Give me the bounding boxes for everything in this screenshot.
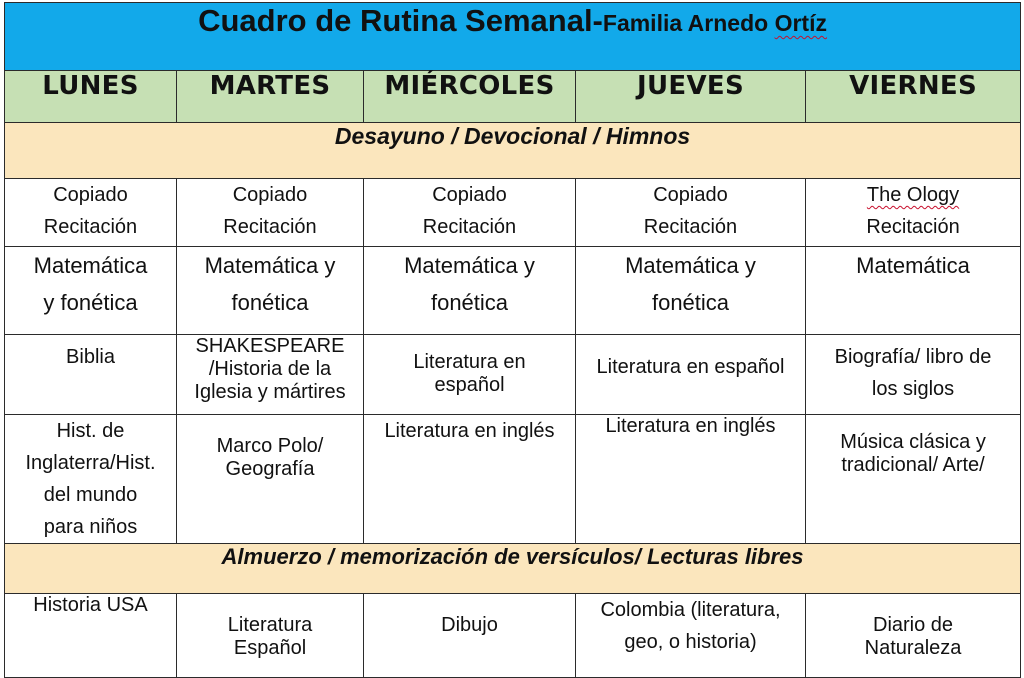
cell-line: los siglos [871, 378, 955, 400]
title-row [5, 3, 1021, 71]
cell-fri-5 [806, 594, 1021, 678]
morning-band-row [5, 123, 1021, 179]
cell-line: tradicional/ Arte/ [841, 454, 985, 476]
day-header-monday: LUNES [5, 71, 177, 123]
cell-line: Copiado [432, 184, 507, 206]
cell-wed-5 [364, 594, 576, 678]
cell-line: Literatura en español [596, 356, 785, 378]
cell-wed-1 [364, 179, 576, 247]
cell-line: Copiado [653, 184, 728, 206]
cell-thu-3 [576, 335, 806, 415]
cell-line [810, 179, 1016, 211]
cell-line: Copiado [232, 184, 308, 206]
cell-line: Matemática [33, 253, 148, 278]
cell-line: Literatura [227, 614, 313, 636]
cell-line: Inglaterra/Hist. [25, 452, 156, 474]
cell-line: Recitación [866, 216, 960, 238]
morning-band: Desayuno / Devocional / Himnos [5, 123, 1021, 179]
day-header-tuesday: MARTES [177, 71, 364, 123]
cell-line: geo, o historia) [624, 631, 757, 653]
row-history-english [5, 415, 1021, 544]
cell-tue-4 [177, 415, 364, 544]
cell-thu-4 [576, 415, 806, 544]
cell-line: Literatura en [413, 351, 526, 373]
cell-mon-4 [5, 415, 177, 544]
cell-wed-2 [364, 247, 576, 335]
row-literature [5, 335, 1021, 415]
cell-wed-4 [364, 415, 576, 544]
page-title [5, 3, 1021, 71]
title-family-prefix: Familia Arnedo [602, 10, 775, 36]
cell-line: Hist. de [56, 420, 125, 442]
cell-line: Biblia [66, 346, 115, 368]
cell-mon-5 [5, 594, 177, 678]
cell-line: Diario de [873, 614, 954, 636]
cell-tue-5 [177, 594, 364, 678]
routine-table [4, 2, 1021, 678]
midday-band-row [5, 544, 1021, 594]
title-family [603, 10, 827, 36]
cell-line: Iglesia y mártires [194, 381, 346, 403]
row-math-phonics [5, 247, 1021, 335]
cell-line: Literatura en inglés [605, 415, 776, 437]
days-header-row [5, 71, 1021, 123]
cell-line: Recitación [223, 216, 317, 238]
title-main: Cuadro de Rutina Semanal- [198, 3, 603, 38]
cell-mon-2 [5, 247, 177, 335]
cell-wed-3 [364, 335, 576, 415]
cell-line: Matemática y [204, 253, 336, 278]
midday-band: Almuerzo / memorización de versículos/ Lecturas libres [5, 544, 1021, 594]
cell-line: para niños [43, 516, 138, 538]
cell-line: Recitación [422, 216, 517, 238]
cell-line: Dibujo [441, 614, 498, 636]
cell-thu-5 [576, 594, 806, 678]
cell-line: Matemática [856, 253, 970, 278]
cell-line: fonética [231, 290, 309, 315]
cell-line: Copiado [53, 184, 128, 206]
cell-line: Marco Polo/ [216, 435, 324, 457]
cell-line: y fonética [43, 290, 138, 315]
cell-line: /Historia de la [208, 358, 332, 380]
cell-mon-3 [5, 335, 177, 415]
cell-line: Biografía/ libro de [834, 346, 992, 368]
day-header-thursday: JUEVES [576, 71, 806, 123]
cell-line: Música clásica y [840, 431, 986, 453]
cell-fri-1 [806, 179, 1021, 247]
cell-tue-2 [177, 247, 364, 335]
cell-line: Colombia (literatura, [600, 599, 781, 621]
cell-line: Matemática y [404, 253, 535, 278]
cell-line: Naturaleza [864, 637, 962, 659]
cell-line: fonética [430, 290, 509, 315]
cell-line: Recitación [643, 216, 738, 238]
cell-line: Historia USA [33, 594, 148, 616]
weekly-routine-document [4, 2, 1020, 678]
cell-line: Literatura en inglés [384, 420, 555, 442]
cell-line: Matemática y [625, 253, 756, 278]
day-header-wednesday: MIÉRCOLES [364, 71, 576, 123]
title-family-surname: Ortíz [774, 10, 827, 36]
cell-fri-4 [806, 415, 1021, 544]
theology-text: The Ology [866, 184, 960, 206]
cell-line: fonética [651, 290, 730, 315]
cell-tue-1 [177, 179, 364, 247]
row-afternoon [5, 594, 1021, 678]
cell-line: español [434, 374, 505, 396]
cell-line: Recitación [43, 216, 138, 238]
cell-line: Geografía [225, 458, 315, 480]
cell-line: del mundo [43, 484, 138, 506]
cell-tue-3 [177, 335, 364, 415]
cell-fri-3 [806, 335, 1021, 415]
cell-line: Español [233, 637, 307, 659]
cell-fri-2 [806, 247, 1021, 335]
cell-mon-1 [5, 179, 177, 247]
cell-thu-2 [576, 247, 806, 335]
cell-line: SHAKESPEARE [195, 335, 345, 357]
cell-thu-1 [576, 179, 806, 247]
day-header-friday: VIERNES [806, 71, 1021, 123]
row-copy-recitation [5, 179, 1021, 247]
